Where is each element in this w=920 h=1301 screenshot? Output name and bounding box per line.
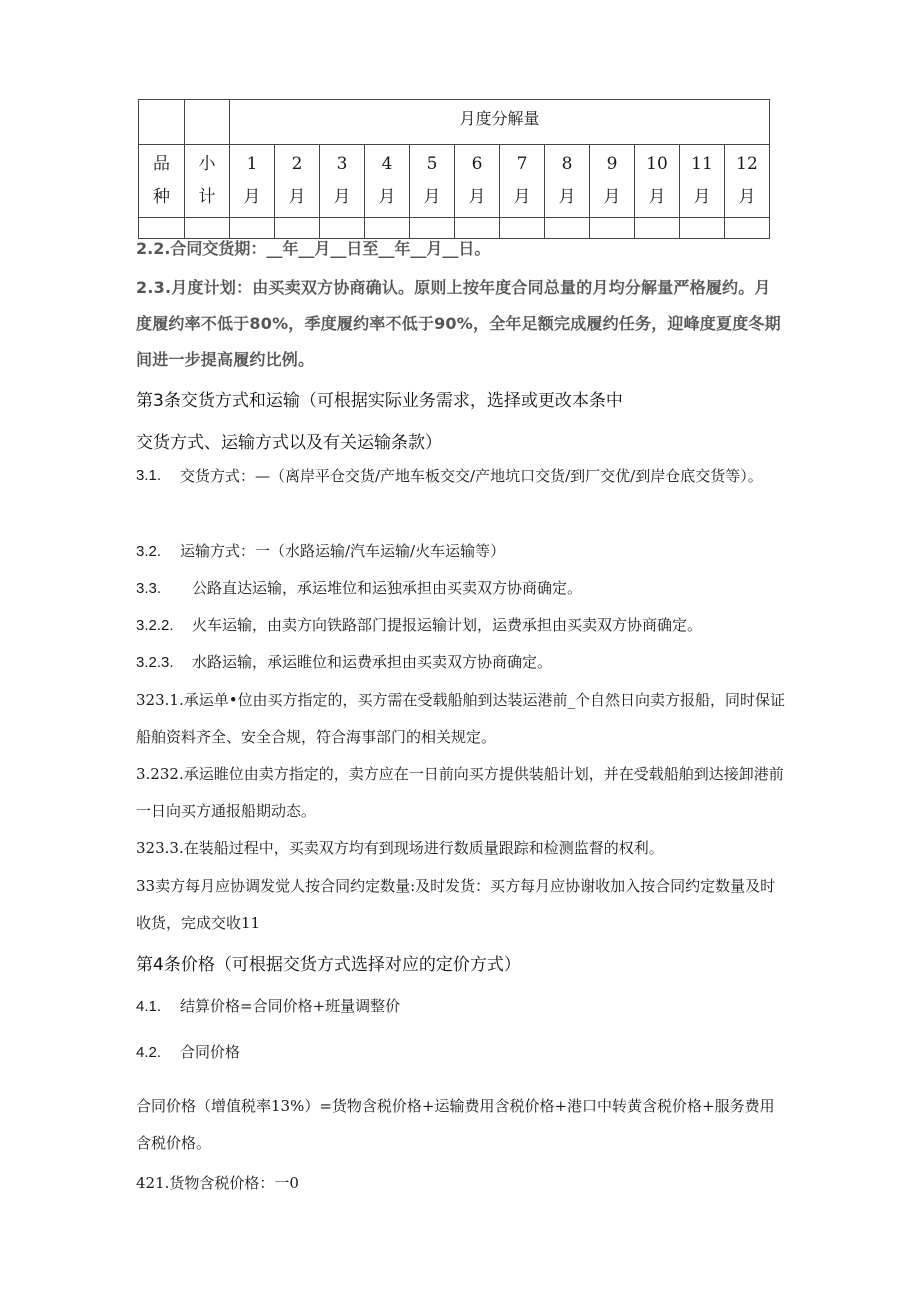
- variety-char: 种: [153, 187, 170, 207]
- monthly-header-cell: 月度分解量: [230, 100, 770, 145]
- subtotal-header-cell: [185, 145, 230, 218]
- clause-2-3: 2.3.月度计划：由买卖双方协商确认。原则上按年度合同总量的月均分解量严格履约。月度履约率不低于80%，季度履约率不低于90%，全年足额完成履约任务，迎峰度夏度冬期间进一步提高履约比例。: [136, 278, 781, 369]
- clause-3-2-3-3: 323.3.在装船过程中，买卖双方均有到现场进行数质量跟踪和检测监督的权利。: [136, 839, 664, 857]
- clause-number: 3.2.: [136, 543, 162, 560]
- table-corner-cell: [185, 100, 230, 145]
- month-header-cell: 5 月: [410, 145, 455, 218]
- clause-4-1: [136, 995, 400, 1016]
- clause-number: 3.3.: [136, 580, 162, 597]
- variety-char: 品: [153, 154, 170, 174]
- month-header-cell: 6 月: [455, 145, 500, 218]
- article-3-title-line1: 第3条交货方式和运输（可根据实际业务需求，选择或更改本条中: [136, 391, 623, 411]
- table-cell: [545, 218, 590, 239]
- clause-3-3: [136, 577, 582, 598]
- clause-3-2-3-1: 323.1.承运单•位由买方指定的，买方需在受载船舶到达装运港前_个自然日向卖方报船，同时保证船舶资料齐全、安全合规，符合海事部门的相关规定。: [136, 691, 786, 746]
- subtotal-char: 小: [198, 154, 216, 174]
- month-header-cell: 1 月: [230, 145, 275, 218]
- clause-text: 运输方式：一（水路运输/汽车运输/火车运输等）: [180, 542, 506, 560]
- clause-3-2: [136, 540, 505, 561]
- month-header-cell: 8 月: [545, 145, 590, 218]
- variety-header-cell: [139, 145, 185, 218]
- month-header-cell: 9 月: [590, 145, 635, 218]
- contract-price-formula: 合同价格（增值税率13%）=货物含税价格+运输费用含税价格+港口中转黄含税价格+服务费用含税价格。: [136, 1097, 775, 1152]
- table-cell: [590, 218, 635, 239]
- clause-3-2-3-2: 3.232.承运睢位由卖方指定的，卖方应在一日前向买方提供装船计划，并在受载船舶到达接卸港前一日向买方通报船期动态。: [136, 765, 784, 820]
- month-header-cell: 4 月: [365, 145, 410, 218]
- table-label-row: [139, 145, 770, 218]
- subtotal-char: 计: [198, 187, 216, 207]
- month-header-cell: 3 月: [320, 145, 365, 218]
- month-header-cell: 12 月: [725, 145, 770, 218]
- month-header-cell: 2 月: [275, 145, 320, 218]
- clause-number: 3.1.: [136, 467, 162, 484]
- clause-number: 3.2.3.: [136, 654, 174, 671]
- table-corner-cell: [139, 100, 185, 145]
- clause-text: 合同价格: [180, 1043, 241, 1061]
- clause-text: 水路运输，承运睢位和运费承担由买卖双方协商确定。: [192, 653, 553, 671]
- month-header-cell: 10 月: [635, 145, 680, 218]
- clause-3-3-delivery: 33卖方每月应协调发觉人按合同约定数量:及时发货：买方每月应协谢收加入按合同约定数量及时收货，完成交收11: [136, 877, 776, 932]
- article-3-title-line2: 交货方式、运输方式以及有关运输条款）: [136, 433, 442, 453]
- table-cell: [680, 218, 725, 239]
- table-cell: [725, 218, 770, 239]
- clause-text: 公路直达运输，承运堆位和运独承担由买卖双方协商确定。: [192, 579, 583, 597]
- clause-number: 4.1.: [136, 998, 162, 1015]
- clause-4-2-1: 421.货物含税价格：一0: [136, 1174, 299, 1192]
- month-header-cell: 7 月: [500, 145, 545, 218]
- clause-3-1-text: 交货方式：—（离岸平仓交货/产地车板交交/产地坑口交货/到厂交优/到岸仓底交货等）。: [180, 467, 763, 485]
- table-header-row: [139, 100, 770, 145]
- clause-4-2: [136, 1041, 240, 1062]
- clause-text: 结算价格=合同价格+班量调整价: [180, 997, 401, 1015]
- clause-3-2-3: [136, 651, 552, 672]
- article-4-title: 第4条价格（可根据交货方式选择对应的定价方式）: [136, 955, 521, 975]
- clause-2-2: 2.2.合同交货期：__年__月__日至__年__月__日。: [136, 239, 491, 258]
- monthly-breakdown-table: [138, 99, 770, 239]
- clause-number: 3.2.2.: [136, 617, 174, 634]
- clause-number: 4.2.: [136, 1044, 162, 1061]
- clause-text: 火车运输，由卖方向铁路部门提报运输计划，运费承担由买卖双方协商确定。: [192, 616, 703, 634]
- table-cell: [500, 218, 545, 239]
- month-header-cell: 11 月: [680, 145, 725, 218]
- clause-3-2-2: [136, 614, 702, 635]
- table-cell: [635, 218, 680, 239]
